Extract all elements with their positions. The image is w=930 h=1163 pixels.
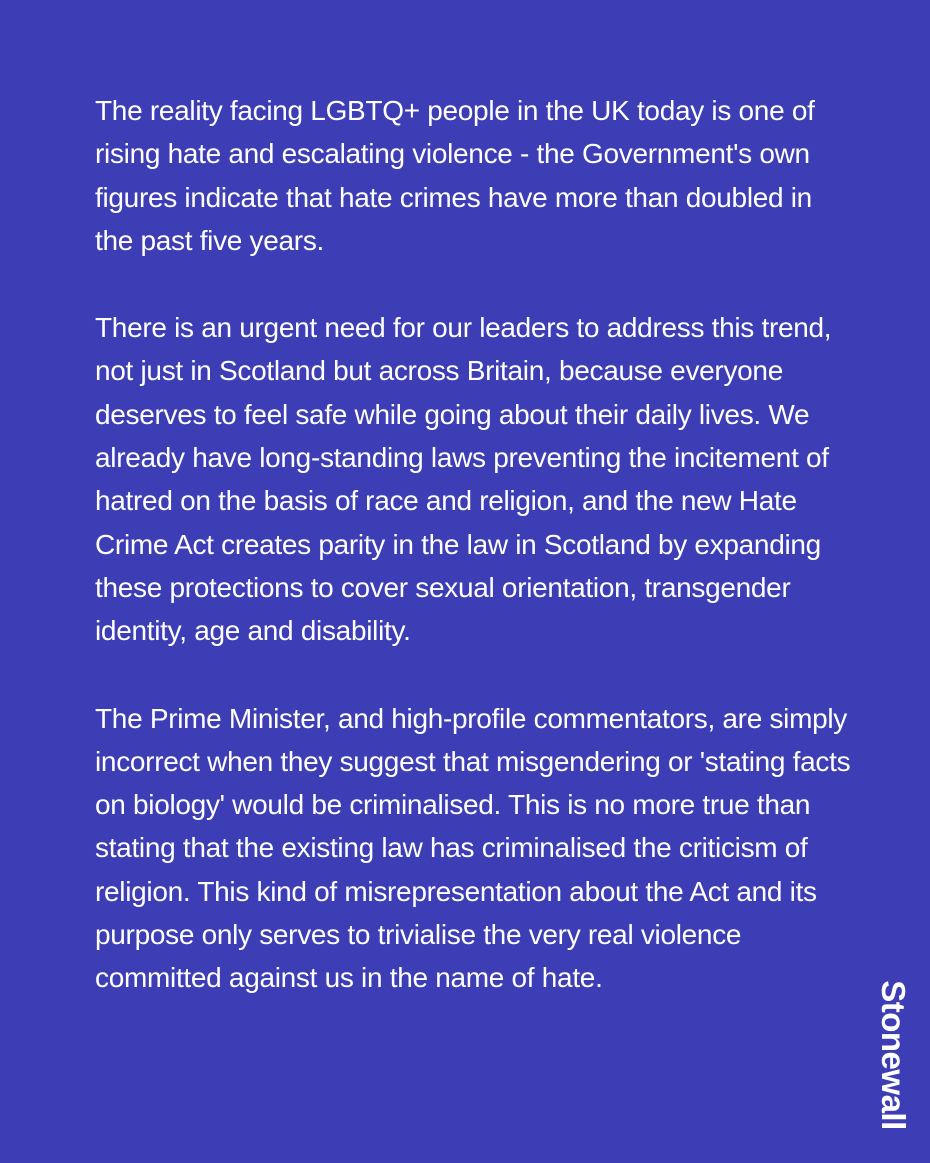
statement-body [95,89,855,1044]
statement-paragraph-1: The reality facing LGBTQ+ people in the UK today is one of rising hate and escalating violence - the Government's own figures indicate that hate crimes have more than doubled in the past five years. [95,95,815,256]
statement-paragraph-2: There is an urgent need for our leaders to address this trend, not just in Scotland but across Britain, because everyone deserves to feel safe while going about their daily lives. We already have long-standing laws preventing the incitement of hatred on the basis of race and religion, and the new Hate Crime Act creates parity in the law in Scotland by expanding these protections to cover sexual orientation, transgender identity, age and disability. [95,312,832,647]
stonewall-logo: Stonewall [875,980,912,1130]
statement-paragraph-3: The Prime Minister, and high-profile commentators, are simply incorrect when they suggest that misgendering or 'stating facts on biology' would be criminalised. This is no more true than stating that the existing law has criminalised the criticism of religion. This kind of misrepresentation about the Act and its purpose only serves to trivialise the very real violence committed against us in the name of hate. [95,702,851,994]
